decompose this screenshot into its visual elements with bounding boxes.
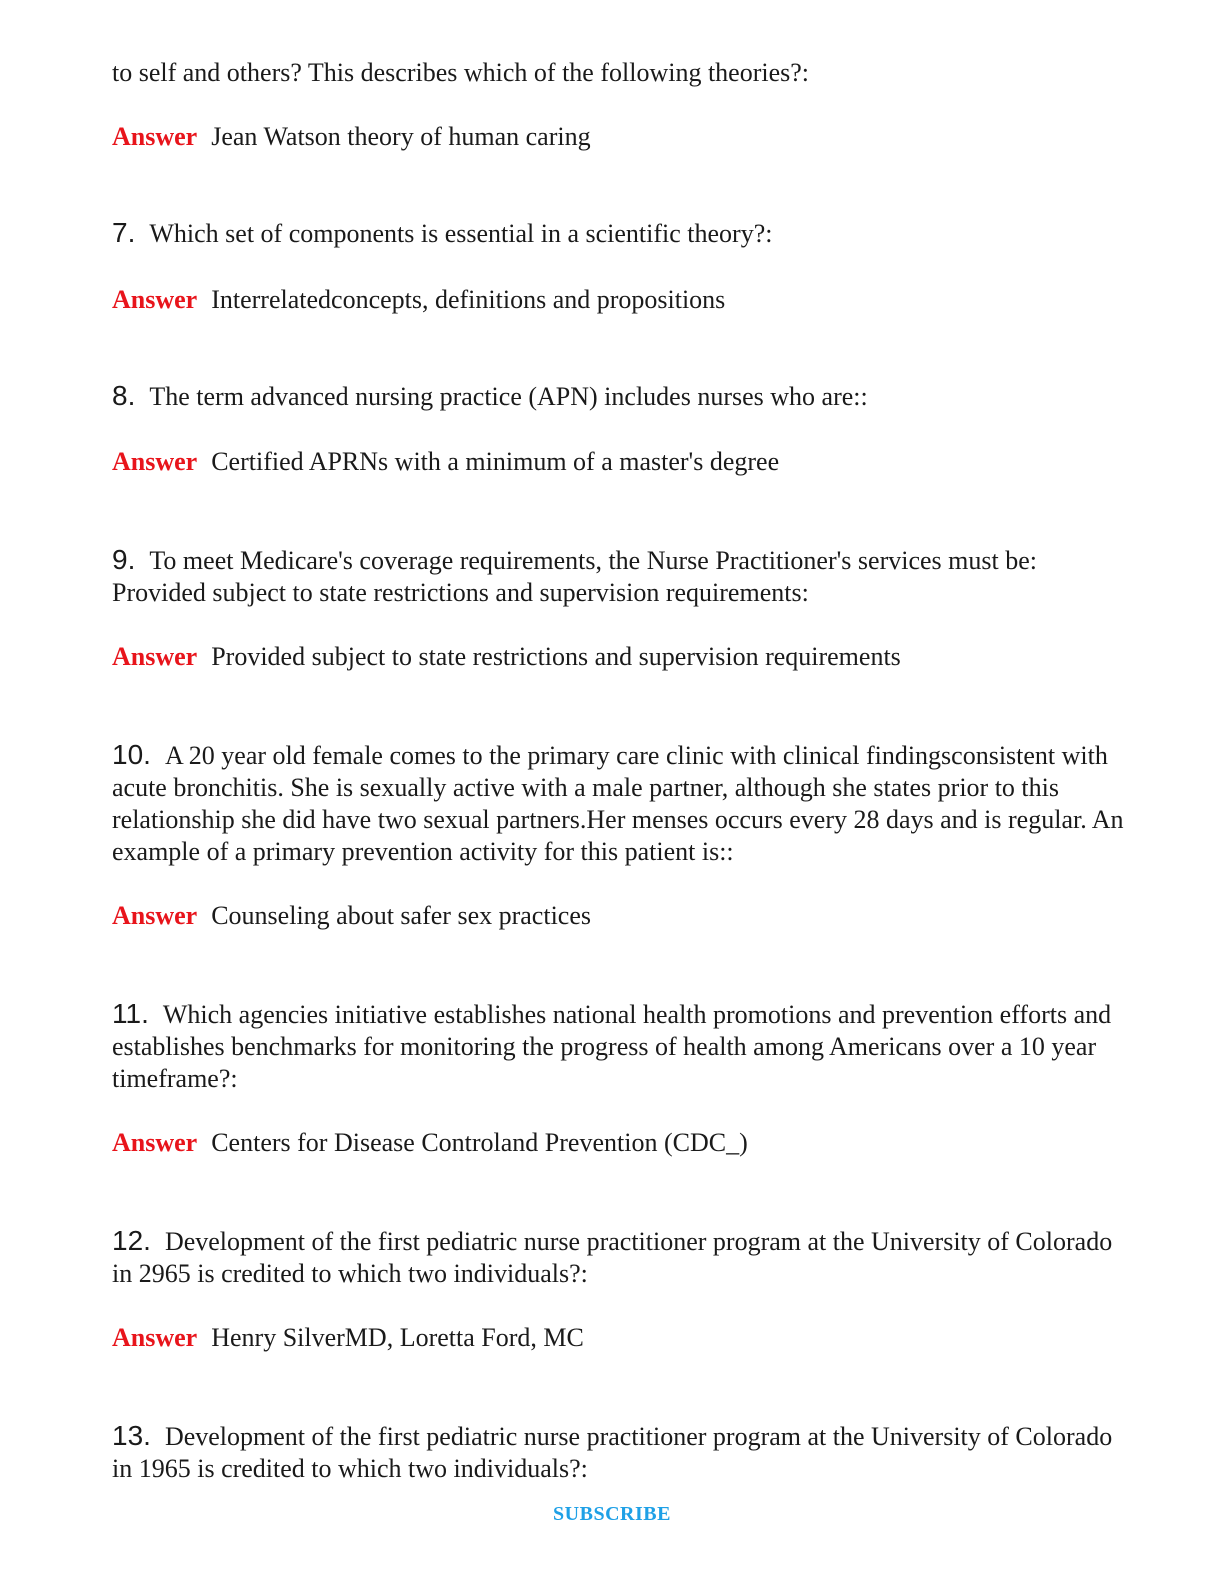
question-7: [112, 217, 1124, 250]
answer-text: Certified APRNs with a minimum of a master's degree: [211, 447, 780, 476]
answer-label: Answer: [112, 1323, 198, 1352]
answer-text: Counseling about safer sex practices: [211, 901, 591, 930]
answer-10: [112, 900, 1124, 932]
answer-label: Answer: [112, 642, 198, 671]
answer-label: Answer: [112, 1128, 198, 1157]
answer-text: Jean Watson theory of human caring: [211, 122, 591, 151]
answer-7: [112, 284, 1124, 316]
answer-6: [112, 121, 1124, 153]
question-text: Development of the first pediatric nurse practitioner program at the University of Colorado in 2965 is credited to which two individuals?:: [112, 1227, 1113, 1288]
question-number: 11.: [112, 998, 149, 1029]
question-12: [112, 1225, 1124, 1290]
question-6-tail: to self and others? This describes which of the following theories?:: [112, 58, 810, 87]
question-number: 10.: [112, 739, 151, 770]
question-text: Which set of components is essential in a scientific theory?:: [149, 219, 773, 248]
question-number: 9.: [112, 544, 136, 575]
question-13: [112, 1420, 1124, 1485]
subscribe-link[interactable]: SUBSCRIBE: [553, 1503, 671, 1525]
answer-text: Interrelatedconcepts, definitions and propositions: [211, 285, 726, 314]
question-text: A 20 year old female comes to the primary care clinic with clinical findingsconsistent with acute bronchitis. She is sexually active with a male partner, although she states prior to this relationship she did have two sexual partners.Her menses occurs every 28 days and is regular. An example of a primary prevention activity for this patient is::: [112, 741, 1124, 866]
question-text: To meet Medicare's coverage requirements, the Nurse Practitioner's services must be: Provided subject to state restrictions and supervision requirements:: [112, 546, 1037, 607]
answer-label: Answer: [112, 901, 198, 930]
answer-text: Henry SilverMD, Loretta Ford, MC: [211, 1323, 584, 1352]
answer-label: Answer: [112, 285, 198, 314]
question-number: 13.: [112, 1420, 151, 1451]
answer-11: [112, 1127, 1124, 1159]
question-11: [112, 998, 1124, 1095]
answer-8: [112, 446, 1124, 478]
question-text: Which agencies initiative establishes national health promotions and prevention efforts and establishes benchmarks for monitoring the progress of health among Americans over a 10 year timeframe?:: [112, 1000, 1112, 1093]
question-10: [112, 739, 1124, 868]
answer-text: Centers for Disease Controland Prevention (CDC_): [211, 1128, 748, 1157]
answer-12: [112, 1322, 1124, 1354]
answer-label: Answer: [112, 447, 198, 476]
question-8: [112, 380, 1124, 413]
answer-text: Provided subject to state restrictions and supervision requirements: [211, 642, 901, 671]
question-number: 7.: [112, 217, 136, 248]
answer-label: Answer: [112, 122, 198, 151]
question-number: 12.: [112, 1225, 151, 1256]
question-9: [112, 544, 1124, 609]
question-text: The term advanced nursing practice (APN) includes nurses who are::: [149, 382, 868, 411]
question-number: 8.: [112, 380, 136, 411]
answer-9: [112, 641, 1124, 673]
question-text: Development of the first pediatric nurse practitioner program at the University of Colorado in 1965 is credited to which two individuals?:: [112, 1422, 1113, 1483]
